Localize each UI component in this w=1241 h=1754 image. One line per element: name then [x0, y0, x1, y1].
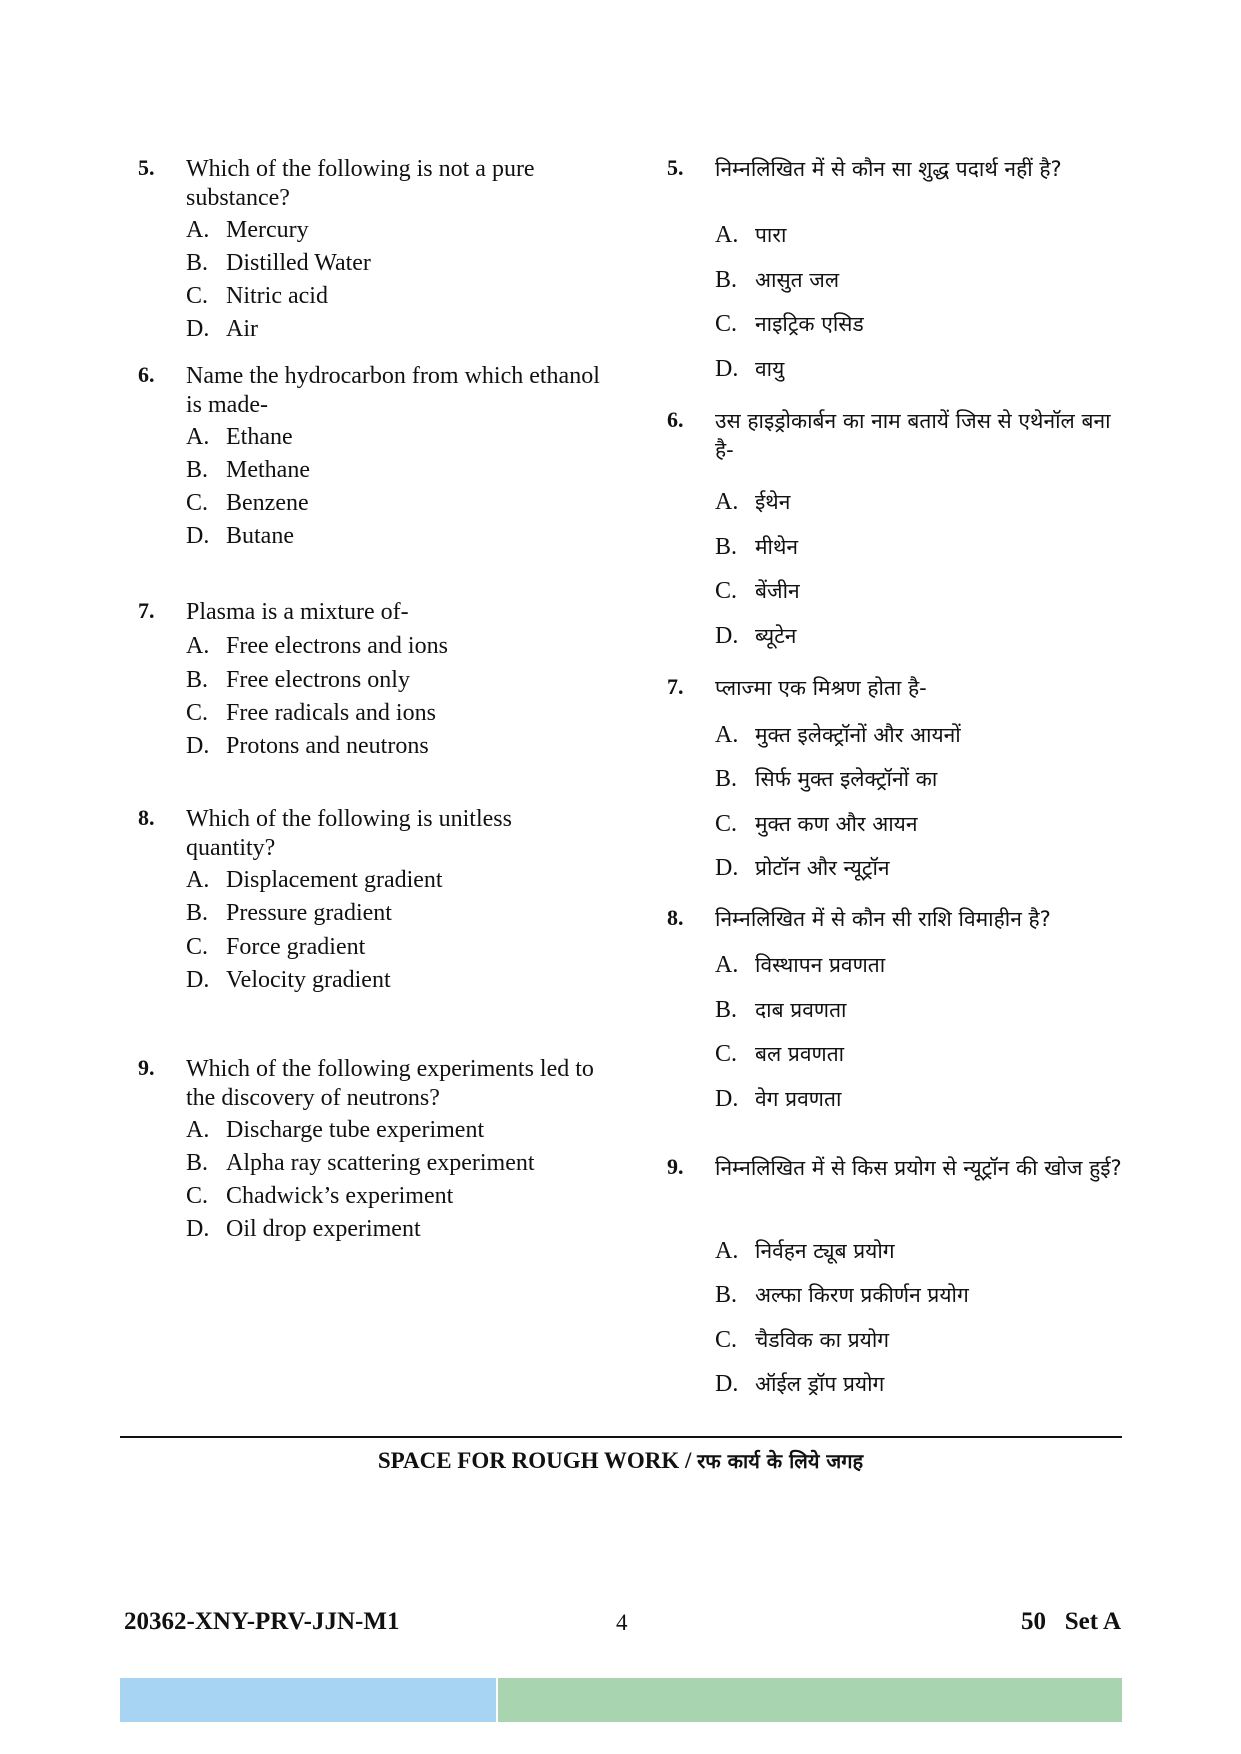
option-letter: D.: [186, 1216, 210, 1242]
option-letter: B.: [186, 900, 209, 926]
question-text: निम्नलिखित में से कौन सा शुद्ध पदार्थ नहीं है?: [715, 157, 1062, 181]
option-letter: A.: [715, 222, 739, 248]
option-letter: B.: [715, 534, 738, 560]
question-number: 8.: [667, 905, 684, 930]
option-letter: C.: [715, 1041, 738, 1067]
option-a: [715, 488, 790, 517]
option-text: Velocity gradient: [226, 967, 391, 993]
option-text: वेग प्रवणता: [755, 1087, 842, 1111]
option-letter: B.: [186, 667, 209, 693]
option-d: [186, 1215, 421, 1244]
question-text: Which of the following is unitless quantity?: [186, 806, 512, 861]
option-a: [186, 1116, 484, 1145]
question-number: 6.: [138, 362, 155, 387]
rough-work-en: SPACE FOR ROUGH WORK /: [377, 1448, 698, 1473]
option-c: [186, 699, 436, 728]
question-text: Name the hydrocarbon from which ethanol is made-: [186, 363, 600, 418]
option-text: ब्यूटेन: [755, 624, 797, 648]
option-d: [186, 966, 391, 995]
option-letter: D.: [186, 316, 210, 342]
option-b: [186, 456, 310, 485]
question-text: प्लाज्मा एक मिश्रण होता है-: [715, 676, 927, 700]
option-text: Discharge tube experiment: [226, 1117, 485, 1143]
option-d: [186, 522, 294, 551]
option-letter: D.: [715, 356, 739, 382]
option-letter: C.: [715, 311, 738, 337]
option-text: दाब प्रवणता: [755, 998, 847, 1022]
option-letter: B.: [715, 997, 738, 1023]
rough-work-heading: [0, 1447, 1241, 1474]
question-number: 8.: [138, 805, 155, 830]
option-text: मुक्त इलेक्ट्रॉनों और आयनों: [755, 723, 961, 747]
option-c: [186, 282, 328, 311]
option-d: [715, 1085, 841, 1114]
option-d: [715, 355, 784, 384]
footer-band-green: [498, 1678, 1122, 1722]
option-text: प्रोटॉन और न्यूट्रॉन: [755, 856, 890, 880]
option-letter: A.: [186, 1117, 210, 1143]
set-label: 50 Set A: [1021, 1608, 1121, 1635]
option-text: Oil drop experiment: [226, 1216, 421, 1242]
option-text: आसुत जल: [755, 268, 840, 292]
option-a: [186, 216, 309, 245]
option-text: Mercury: [226, 217, 309, 243]
question-text: Plasma is a mixture of-: [186, 599, 409, 625]
option-text: Protons and neutrons: [226, 733, 429, 759]
option-text: Benzene: [226, 490, 309, 516]
option-text: ऑईल ड्रॉप प्रयोग: [755, 1372, 885, 1396]
option-letter: D.: [715, 623, 739, 649]
option-letter: A.: [715, 952, 739, 978]
option-letter: C.: [715, 811, 738, 837]
option-text: Free radicals and ions: [226, 700, 436, 726]
option-c: [715, 577, 800, 606]
option-a: [715, 721, 961, 750]
option-text: वायु: [755, 357, 785, 381]
option-d: [715, 1370, 884, 1399]
option-text: Methane: [226, 457, 310, 483]
option-text: Chadwick’s experiment: [226, 1183, 454, 1209]
option-letter: A.: [186, 217, 210, 243]
option-c: [715, 310, 864, 339]
option-text: Pressure gradient: [226, 900, 392, 926]
option-text: ईथेन: [755, 490, 791, 514]
question-number: 9.: [138, 1055, 155, 1080]
option-letter: D.: [715, 855, 739, 881]
option-letter: A.: [186, 424, 210, 450]
option-c: [715, 1326, 889, 1355]
option-c: [715, 1040, 844, 1069]
option-text: बल प्रवणता: [755, 1042, 845, 1066]
question-text: Which of the following experiments led to the discovery of neutrons?: [186, 1056, 594, 1111]
option-c: [186, 933, 365, 962]
option-letter: B.: [715, 267, 738, 293]
option-text: मीथेन: [755, 535, 799, 559]
option-a: [715, 951, 885, 980]
option-d: [186, 315, 258, 344]
option-letter: A.: [715, 489, 739, 515]
option-text: Nitric acid: [226, 283, 328, 309]
question-number: 9.: [667, 1154, 684, 1179]
option-text: Free electrons and ions: [226, 633, 448, 659]
option-letter: C.: [715, 578, 738, 604]
paper-code: 20362-XNY-PRV-JJN-M1: [124, 1608, 400, 1635]
footer-band-blue: [120, 1678, 496, 1722]
page-number: 4: [616, 1610, 628, 1635]
option-text: Displacement gradient: [226, 867, 443, 893]
option-letter: C.: [186, 700, 209, 726]
option-a: [715, 221, 786, 250]
option-b: [186, 899, 392, 928]
option-c: [186, 489, 309, 518]
option-d: [715, 854, 890, 883]
option-c: [186, 1182, 453, 1211]
option-letter: B.: [186, 457, 209, 483]
option-letter: D.: [186, 733, 210, 759]
option-text: विस्थापन प्रवणता: [755, 953, 886, 977]
option-text: Force gradient: [226, 934, 366, 960]
option-text: अल्फा किरण प्रकीर्णन प्रयोग: [755, 1283, 969, 1307]
option-letter: D.: [715, 1086, 739, 1112]
option-letter: A.: [715, 722, 739, 748]
question-text: निम्नलिखित में से किस प्रयोग से न्यूट्रॉन की खोज हुई?: [715, 1156, 1122, 1180]
option-a: [186, 423, 293, 452]
option-letter: B.: [186, 1150, 209, 1176]
option-b: [715, 533, 798, 562]
option-letter: C.: [715, 1327, 738, 1353]
option-letter: A.: [186, 633, 210, 659]
question-number: 6.: [667, 407, 684, 432]
option-b: [715, 765, 937, 794]
option-letter: B.: [715, 1282, 738, 1308]
option-d: [715, 622, 796, 651]
option-letter: B.: [186, 250, 209, 276]
option-text: चैडविक का प्रयोग: [755, 1328, 890, 1352]
option-d: [186, 732, 429, 761]
option-b: [715, 1281, 969, 1310]
divider-line: [120, 1436, 1122, 1438]
option-text: Alpha ray scattering experiment: [226, 1150, 535, 1176]
option-text: निर्वहन ट्यूब प्रयोग: [755, 1239, 895, 1263]
option-text: बेंजीन: [755, 579, 800, 603]
option-letter: C.: [186, 283, 209, 309]
option-letter: D.: [186, 967, 210, 993]
option-text: नाइट्रिक एसिड: [755, 312, 864, 336]
option-b: [186, 666, 410, 695]
question-number: 7.: [667, 674, 684, 699]
question-text: Which of the following is not a pure substance?: [186, 156, 535, 211]
option-letter: C.: [186, 490, 209, 516]
option-letter: A.: [186, 867, 210, 893]
question-number: 5.: [138, 155, 155, 180]
question-number: 5.: [667, 155, 684, 180]
option-b: [186, 249, 371, 278]
option-a: [715, 1237, 895, 1266]
option-c: [715, 810, 918, 839]
option-text: Ethane: [226, 424, 293, 450]
option-text: Butane: [226, 523, 294, 549]
option-letter: C.: [186, 934, 209, 960]
option-text: सिर्फ मुक्त इलेक्ट्रॉनों का: [755, 767, 938, 791]
option-letter: A.: [715, 1238, 739, 1264]
question-text: उस हाइड्रोकार्बन का नाम बतायें जिस से एथेनॉल बना है-: [715, 409, 1111, 462]
question-text: निम्नलिखित में से कौन सी राशि विमाहीन है?: [715, 907, 1051, 931]
option-a: [186, 866, 443, 895]
option-a: [186, 632, 448, 661]
option-letter: B.: [715, 766, 738, 792]
question-number: 7.: [138, 598, 155, 623]
option-text: Free electrons only: [226, 667, 410, 693]
option-b: [186, 1149, 535, 1178]
option-letter: C.: [186, 1183, 209, 1209]
option-letter: D.: [186, 523, 210, 549]
option-letter: D.: [715, 1371, 739, 1397]
option-b: [715, 266, 839, 295]
rough-work-hi: रफ कार्य के लिये जगह: [697, 1449, 864, 1473]
option-text: मुक्त कण और आयन: [755, 812, 918, 836]
option-text: पारा: [755, 223, 787, 247]
option-text: Distilled Water: [226, 250, 371, 276]
option-b: [715, 996, 846, 1025]
option-text: Air: [226, 316, 258, 342]
